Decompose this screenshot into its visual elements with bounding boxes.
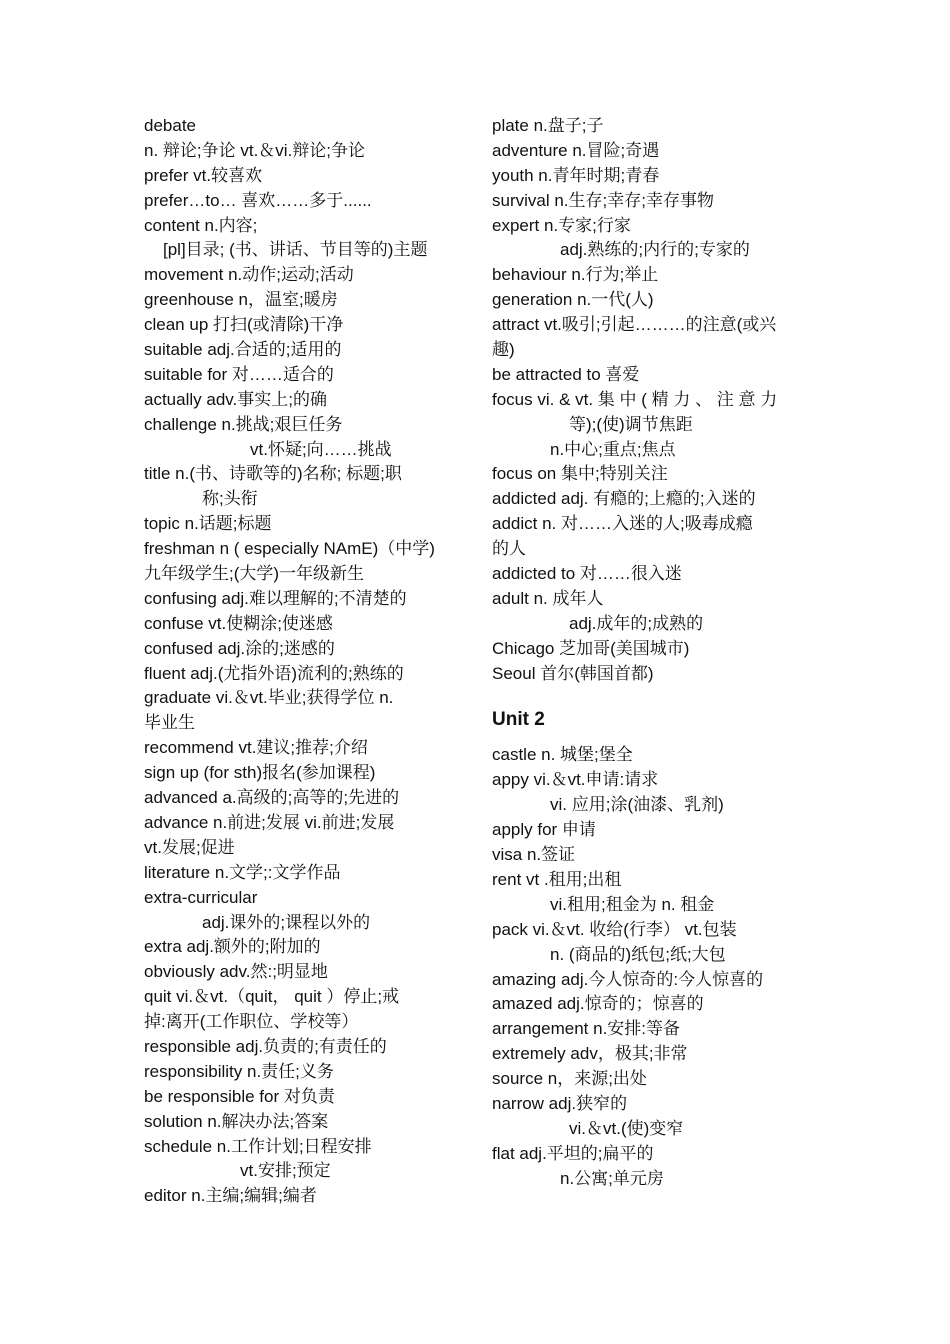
unit-heading: Unit 2 [492, 709, 545, 731]
vocab-line: vi.＆vt.(使)变窄 [569, 1118, 684, 1138]
vocab-line: expert n.专家;行家 [492, 215, 631, 235]
right-vocabulary-column [492, 114, 810, 1192]
vocab-line: focus vi. & vt. 集 中 ( 精 力 、 注 意 力 [492, 389, 778, 409]
vocab-line: advance n.前进;发展 vi.前进;发展 [144, 812, 395, 832]
vocab-line: n.中心;重点;焦点 [550, 439, 676, 459]
vocab-line: n. 辩论;争论 vt.＆vi.辩论;争论 [144, 140, 366, 160]
vocab-line: suitable for 对……适合的 [144, 364, 334, 384]
vocab-line: amazing adj.今人惊奇的:今人惊喜的 [492, 969, 764, 989]
vocab-line: movement n.动作;运动;活动 [144, 265, 354, 285]
unit2-vocabulary-list [492, 743, 810, 1191]
vocab-line: pack vi.＆vt. 收给(行李） vt.包装 [492, 919, 737, 939]
vocab-line: freshman n ( especially NAmE)（中学) [144, 539, 435, 559]
vocab-line: be attracted to 喜爱 [492, 364, 640, 384]
vocab-line: [pl]目录; (书、讲话、节目等的)主题 [163, 240, 428, 260]
vocab-line: 掉:离开(工作职位、学校等） [144, 1012, 359, 1032]
vocab-line: confusing adj.难以理解的;不清楚的 [144, 588, 407, 608]
vocab-line: challenge n.挑战;艰巨任务 [144, 414, 343, 434]
vocab-line: prefer…to… 喜欢……多于...... [144, 190, 372, 210]
vocab-line: sign up (for sth)报名(参加课程) [144, 763, 376, 783]
vocab-line: schedule n.工作计划;日程安排 [144, 1136, 372, 1156]
vocab-line: advanced a.高级的;高等的;先进的 [144, 788, 400, 808]
vocab-line: prefer vt.较喜欢 [144, 165, 263, 185]
vocab-line: narrow adj.狭窄的 [492, 1093, 628, 1113]
vocab-line: debate [144, 116, 196, 135]
vocab-line: responsibility n.责任;义务 [144, 1061, 334, 1081]
vocab-line: quit vi.＆vt.（quit， quit ）停止;戒 [144, 987, 400, 1007]
vocab-line: 的人 [492, 539, 526, 559]
vocab-line: confused adj.涂的;迷感的 [144, 638, 335, 658]
vocab-line: be responsible for 对负责 [144, 1086, 335, 1106]
vocab-line: editor n.主编;编辑;编者 [144, 1186, 317, 1206]
vocab-line: Seoul 首尔(韩国首都) [492, 663, 654, 683]
vocab-line: adj.熟练的;内行的;专家的 [560, 240, 750, 260]
vocab-line: appy vi.＆vt.申请:请求 [492, 770, 659, 790]
vocab-line: vt.安排;预定 [240, 1161, 331, 1181]
vocab-line: actually adv.事实上;的确 [144, 389, 327, 409]
left-vocabulary-column [144, 114, 462, 1209]
vocab-line: graduate vi.＆vt.毕业;获得学位 n. [144, 688, 394, 708]
vocab-line: source n，来源;出处 [492, 1069, 647, 1089]
vocab-line: solution n.解决办法;答案 [144, 1111, 329, 1131]
vocab-line: generation n.一代(人) [492, 290, 654, 310]
vocab-line: extra-curricular [144, 887, 258, 907]
vocab-line: adventure n.冒险;奇遇 [492, 140, 660, 160]
vocab-line: vt.发展;促进 [144, 837, 235, 857]
vocab-line: rent vt .租用;出租 [492, 869, 622, 889]
vocab-line: arrangement n.安排:等备 [492, 1019, 681, 1039]
vocab-line: adj.课外的;课程以外的 [202, 912, 371, 932]
vocab-line: n. (商品的)纸包;纸;大包 [550, 944, 726, 964]
vocab-line: flat adj.平坦的;扁平的 [492, 1143, 654, 1163]
vocab-line: plate n.盘子;子 [492, 116, 604, 135]
vocab-line: literature n.文学;:文学作品 [144, 862, 341, 882]
vocab-line: extra adj.额外的;附加的 [144, 937, 321, 957]
vocab-line: adult n. 成年人 [492, 588, 604, 608]
vocab-line: Chicago 芝加哥(美国城市) [492, 638, 690, 658]
vocab-line: addicted to 对……很入迷 [492, 564, 682, 584]
vocab-line: addict n. 对……入迷的人;吸毒成瘾 [492, 514, 753, 534]
vocab-line: 毕业生 [144, 713, 195, 733]
unit1-continued-list [492, 114, 810, 686]
vocab-line: 称;头衔 [202, 489, 258, 509]
vocab-line: castle n. 城堡;堡全 [492, 745, 633, 765]
vocab-line: apply for 申请 [492, 820, 596, 840]
vocab-line: adj.成年的;成熟的 [569, 613, 704, 633]
vocab-line: confuse vt.使糊涂;使迷感 [144, 613, 333, 633]
vocab-line: extremely adv，极其;非常 [492, 1044, 688, 1064]
vocab-line: greenhouse n，温室;暖房 [144, 290, 338, 310]
vocab-line: content n.内容; [144, 215, 258, 235]
vocab-line: responsible adj.负责的;有责任的 [144, 1036, 387, 1056]
vocab-line: behaviour n.行为;举止 [492, 265, 659, 285]
vocab-line: clean up 打扫(或清除)干净 [144, 315, 344, 335]
vocab-line: visa n.签证 [492, 845, 576, 865]
vocab-line: recommend vt.建议;推荐;介绍 [144, 738, 368, 758]
vocab-line: 九年级学生;(大学)一年级新生 [144, 564, 365, 584]
vocab-line: suitable adj.合适的;适用的 [144, 340, 342, 360]
vocab-line: title n.(书、诗歌等的)名称; 标题;职 [144, 464, 402, 484]
vocab-line: vi.租用;租金为 n. 租金 [550, 894, 715, 914]
vocab-line: amazed adj.惊奇的；惊喜的 [492, 994, 704, 1014]
vocab-line: vi. 应用;涂(油漆、乳剂) [550, 795, 724, 815]
vocab-line: addicted adj. 有瘾的;上瘾的;入迷的 [492, 489, 756, 509]
vocab-line: obviously adv.然:;明显地 [144, 962, 328, 982]
vocab-line: youth n.青年时期;青春 [492, 165, 660, 185]
vocab-line: n.公寓;单元房 [560, 1168, 664, 1188]
vocab-line: topic n.话题;标题 [144, 514, 272, 534]
vocab-line: survival n.生存;幸存;幸存事物 [492, 190, 714, 210]
vocab-line: focus on 集中;特别关注 [492, 464, 668, 484]
vocab-line: 趣) [492, 340, 515, 360]
vocab-line: 等);(使)调节焦距 [569, 414, 693, 434]
vocab-line: vt.怀疑;向……挑战 [250, 439, 392, 459]
vocab-line: fluent adj.(尤指外语)流利的;熟练的 [144, 663, 404, 683]
vocab-line: attract vt.吸引;引起………的注意(或兴 [492, 315, 777, 335]
